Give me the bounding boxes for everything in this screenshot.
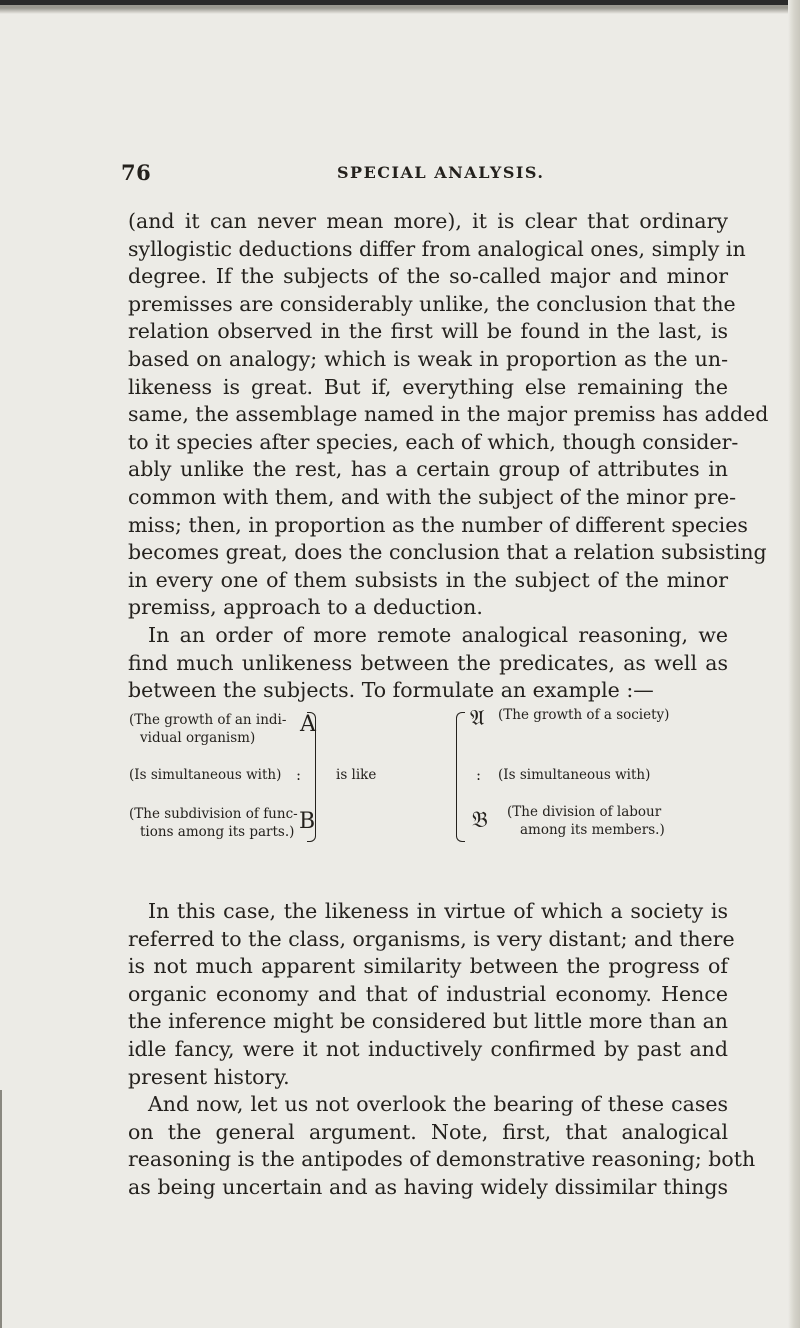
text-line: common with them, and with the subject of the minor pre-	[128, 484, 737, 509]
example-letter-fraktur-a: 𝔄	[470, 706, 485, 731]
text-line: relation observed in the first will be found in the last, is	[128, 319, 728, 344]
example-left-row3-line1: (The subdivision of func-	[129, 806, 298, 822]
example-left-row1-line2: vidual organism)	[140, 730, 256, 746]
text-line: syllogistic deductions differ from analogical ones, simply in	[128, 236, 746, 261]
example-right-row1: (The growth of a society)	[498, 707, 670, 723]
example-left-row2: (Is simultaneous with)	[129, 767, 282, 783]
text-line: In an order of more remote analogical reasoning, we	[148, 622, 728, 647]
text-line: And now, let us not overlook the bearing of these cases	[148, 1092, 728, 1117]
example-letter-b: B	[299, 809, 316, 834]
text-line: as being uncertain and as having widely dissimilar things	[128, 1174, 728, 1199]
example-right-row3-line2: among its members.)	[520, 822, 665, 838]
example-left-colon: :	[296, 766, 302, 784]
left-brace	[307, 712, 316, 842]
example-left-row3-line2: tions among its parts.)	[140, 824, 295, 840]
text-line: degree. If the subjects of the so-called major and minor	[128, 264, 728, 289]
example-letter-fraktur-b: 𝔅	[472, 808, 488, 833]
example-right-row2: (Is simultaneous with)	[498, 767, 651, 783]
text-line: referred to the class, organisms, is very distant; and there	[128, 926, 735, 951]
text-line: the inference might be considered but little more than an	[128, 1009, 728, 1034]
text-line: present history.	[128, 1064, 290, 1089]
text-line: ably unlike the rest, has a certain group of attributes in	[128, 457, 728, 482]
text-line: premisses are considerably unlike, the conclusion that the	[128, 291, 736, 316]
text-line: same, the assemblage named in the major premiss has added	[128, 402, 769, 427]
text-line: on the general argument. Note, first, that analogical	[128, 1119, 728, 1144]
text-line: becomes great, does the conclusion that a relation subsisting	[128, 540, 767, 565]
text-line: premiss, approach to a deduction.	[128, 595, 483, 620]
right-brace	[456, 712, 465, 842]
text-line: reasoning is the antipodes of demonstrative reasoning; both	[128, 1147, 756, 1172]
text-line: is not much apparent similarity between the progress of	[128, 954, 728, 979]
text-line: to it species after species, each of which, though consider-	[128, 429, 739, 454]
example-right-row3-line1: (The division of labour	[507, 804, 662, 820]
example-letter-a: A	[300, 712, 316, 737]
body-text-bottom	[128, 898, 756, 1202]
text-line: likeness is great. But if, everything else remaining the	[128, 374, 728, 399]
text-line: in every one of them subsists in the subject of the minor	[128, 567, 728, 592]
text-line: idle fancy, were it not inductively confirmed by past and	[128, 1036, 728, 1061]
text-line: (and it can never mean more), it is clear that ordinary	[128, 209, 728, 233]
example-is-like: is like	[336, 767, 377, 783]
text-line: organic economy and that of industrial economy. Hence	[128, 981, 728, 1006]
text-line: In this case, the likeness in virtue of which a society is	[148, 899, 728, 923]
page-number: 76	[121, 160, 152, 185]
text-line: find much unlikeness between the predicates, as well as	[128, 650, 728, 675]
example-left-row1-line1: (The growth of an indi-	[129, 712, 287, 728]
running-head: SPECIAL ANALYSIS.	[337, 163, 545, 182]
example-right-colon: :	[476, 766, 482, 784]
text-line: based on analogy; which is weak in proportion as the un-	[128, 346, 728, 371]
text-line: miss; then, in proportion as the number of different species	[128, 512, 748, 537]
text-line: between the subjects. To formulate an example :—	[128, 678, 654, 703]
